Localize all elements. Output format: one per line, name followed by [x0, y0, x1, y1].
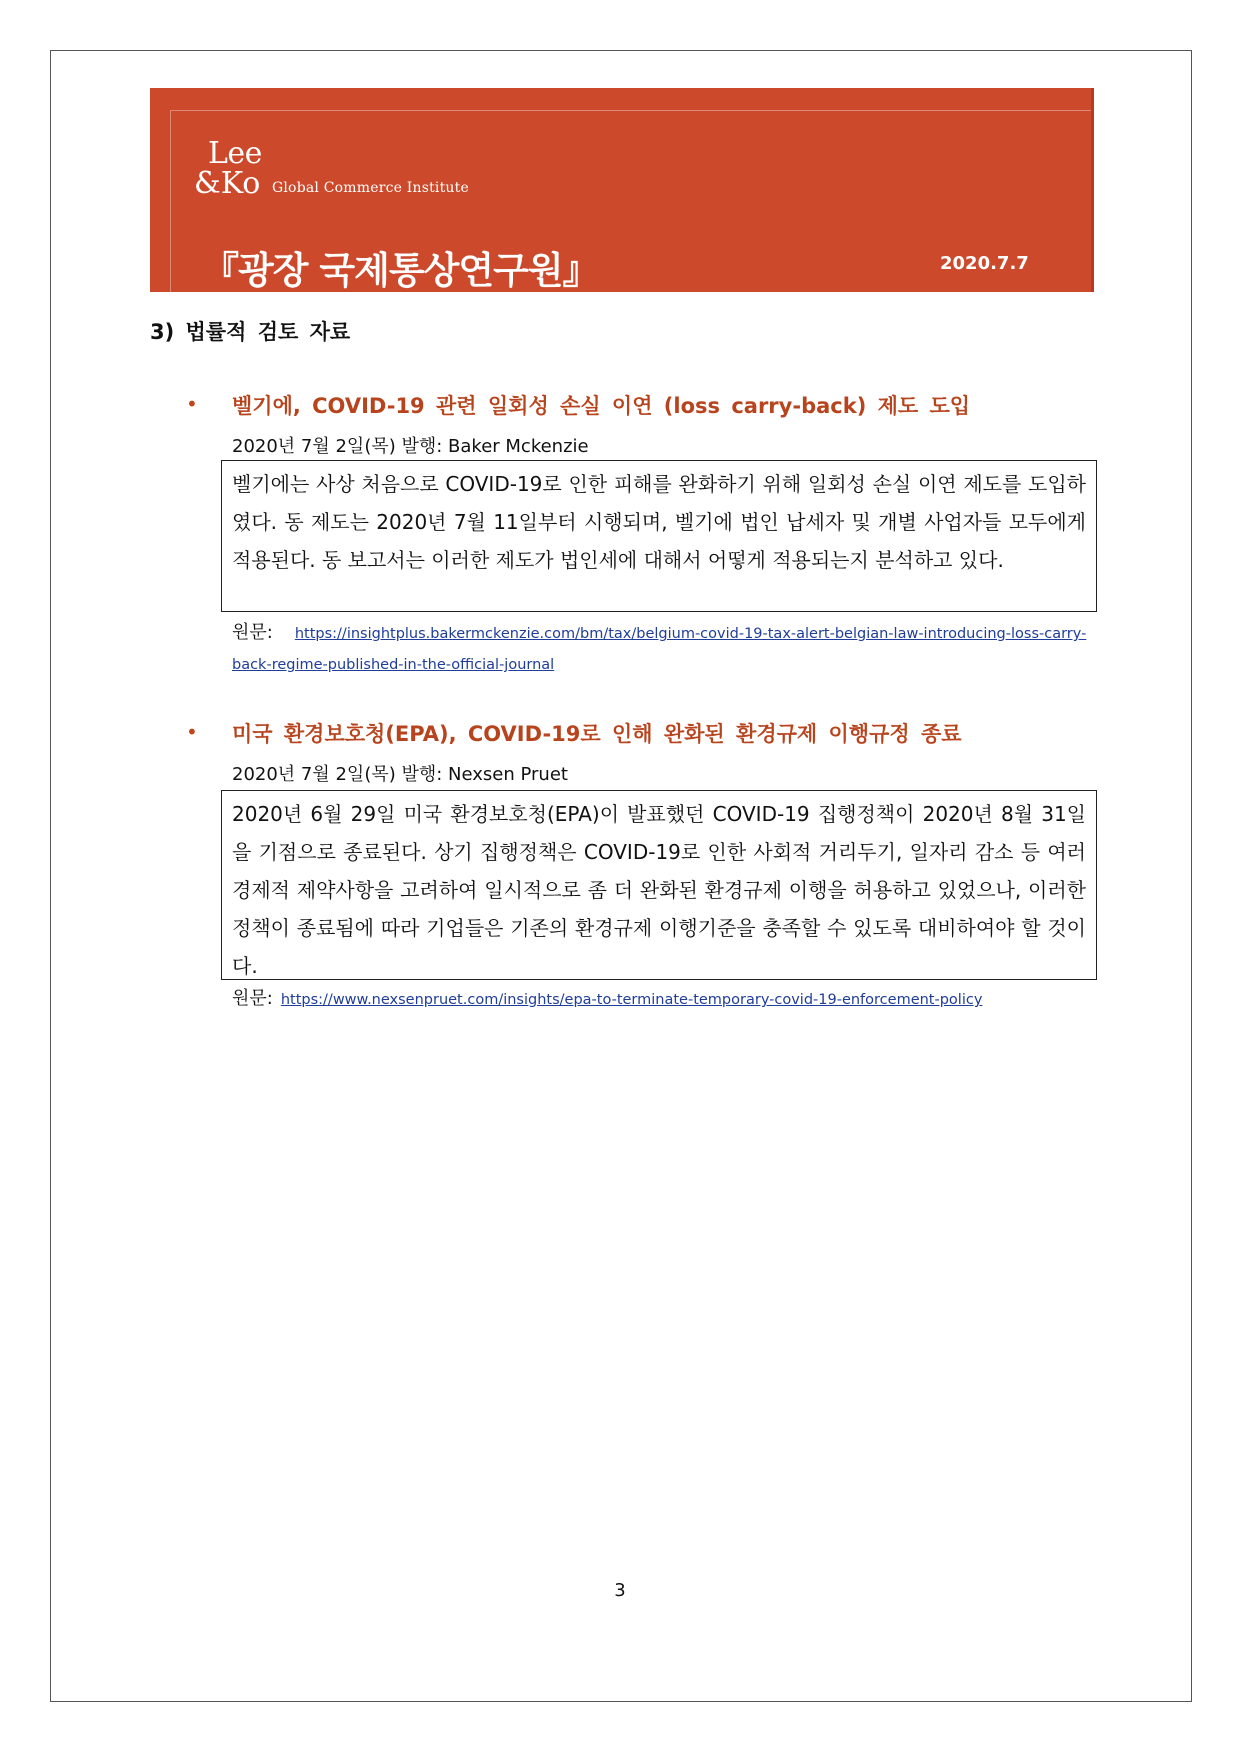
header-banner [150, 88, 1094, 292]
item-meta: 2020년 7월 2일(목) 발행: Baker Mckenzie [232, 436, 589, 457]
source-label: 원문: [232, 622, 273, 643]
item-summary: 2020년 6월 29일 미국 환경보호청(EPA)이 발표했던 COVID-19 집행정책이 2020년 8월 31일을 기점으로 종료된다. 상기 집행정책은 COVID-19로 인한 사회적 거리두기, 일자리 감소 등 여러 경제적 제약사항을 고려하여 일시적으로 좀 더 완화된 환경규제 이행을 허용하고 있었으나, 이러한 정책이 종료됨에 따라 기업들은 기존의 환경규제 이행기준을 충족할 수 있도록 대비하여야 할 것이다. [221, 790, 1097, 980]
logo-institute-text: Global Commerce Institute [272, 180, 469, 196]
item-title: 미국 환경보호청(EPA), COVID-19로 인해 완화된 환경규제 이행규정 종료 [232, 722, 962, 746]
bullet-icon: • [186, 720, 198, 744]
source-link[interactable]: https://insightplus.bakermckenzie.com/bm/tax/belgium-covid-19-tax-alert-belgian-law-introducing-loss-carry-back-regime-published-in-the-official-journal [232, 626, 1087, 673]
item-summary: 벨기에는 사상 처음으로 COVID-19로 인한 피해를 완화하기 위해 일회성 손실 이연 제도를 도입하였다. 동 제도는 2020년 7월 11일부터 시행되며, 벨기에 법인 납세자 및 개별 사업자들 모두에게 적용된다. 동 보고서는 이러한 제도가 법인세에 대해서 어떻게 적용되는지 분석하고 있다. [221, 460, 1097, 612]
logo-lee-text: Lee [208, 136, 262, 171]
bullet-icon: • [186, 392, 198, 416]
source-label: 원문: [232, 988, 273, 1009]
logo-ko-text: &Ko [194, 166, 261, 201]
source-link[interactable]: https://www.nexsenpruet.com/insights/epa-to-terminate-temporary-covid-19-enforcement-policy [280, 992, 983, 1008]
section-heading: 3) 법률적 검토 자료 [150, 320, 351, 344]
item-meta: 2020년 7월 2일(목) 발행: Nexsen Pruet [232, 764, 568, 785]
publication-title: 『광장 국제통상연구원』 [202, 249, 599, 292]
page-number: 3 [614, 1580, 626, 1601]
item-title: 벨기에, COVID-19 관련 일회성 손실 이연 (loss carry-back) 제도 도입 [232, 394, 971, 418]
item-source [232, 618, 1092, 680]
item-source [232, 984, 1092, 1015]
publication-date: 2020.7.7 [940, 253, 1029, 274]
